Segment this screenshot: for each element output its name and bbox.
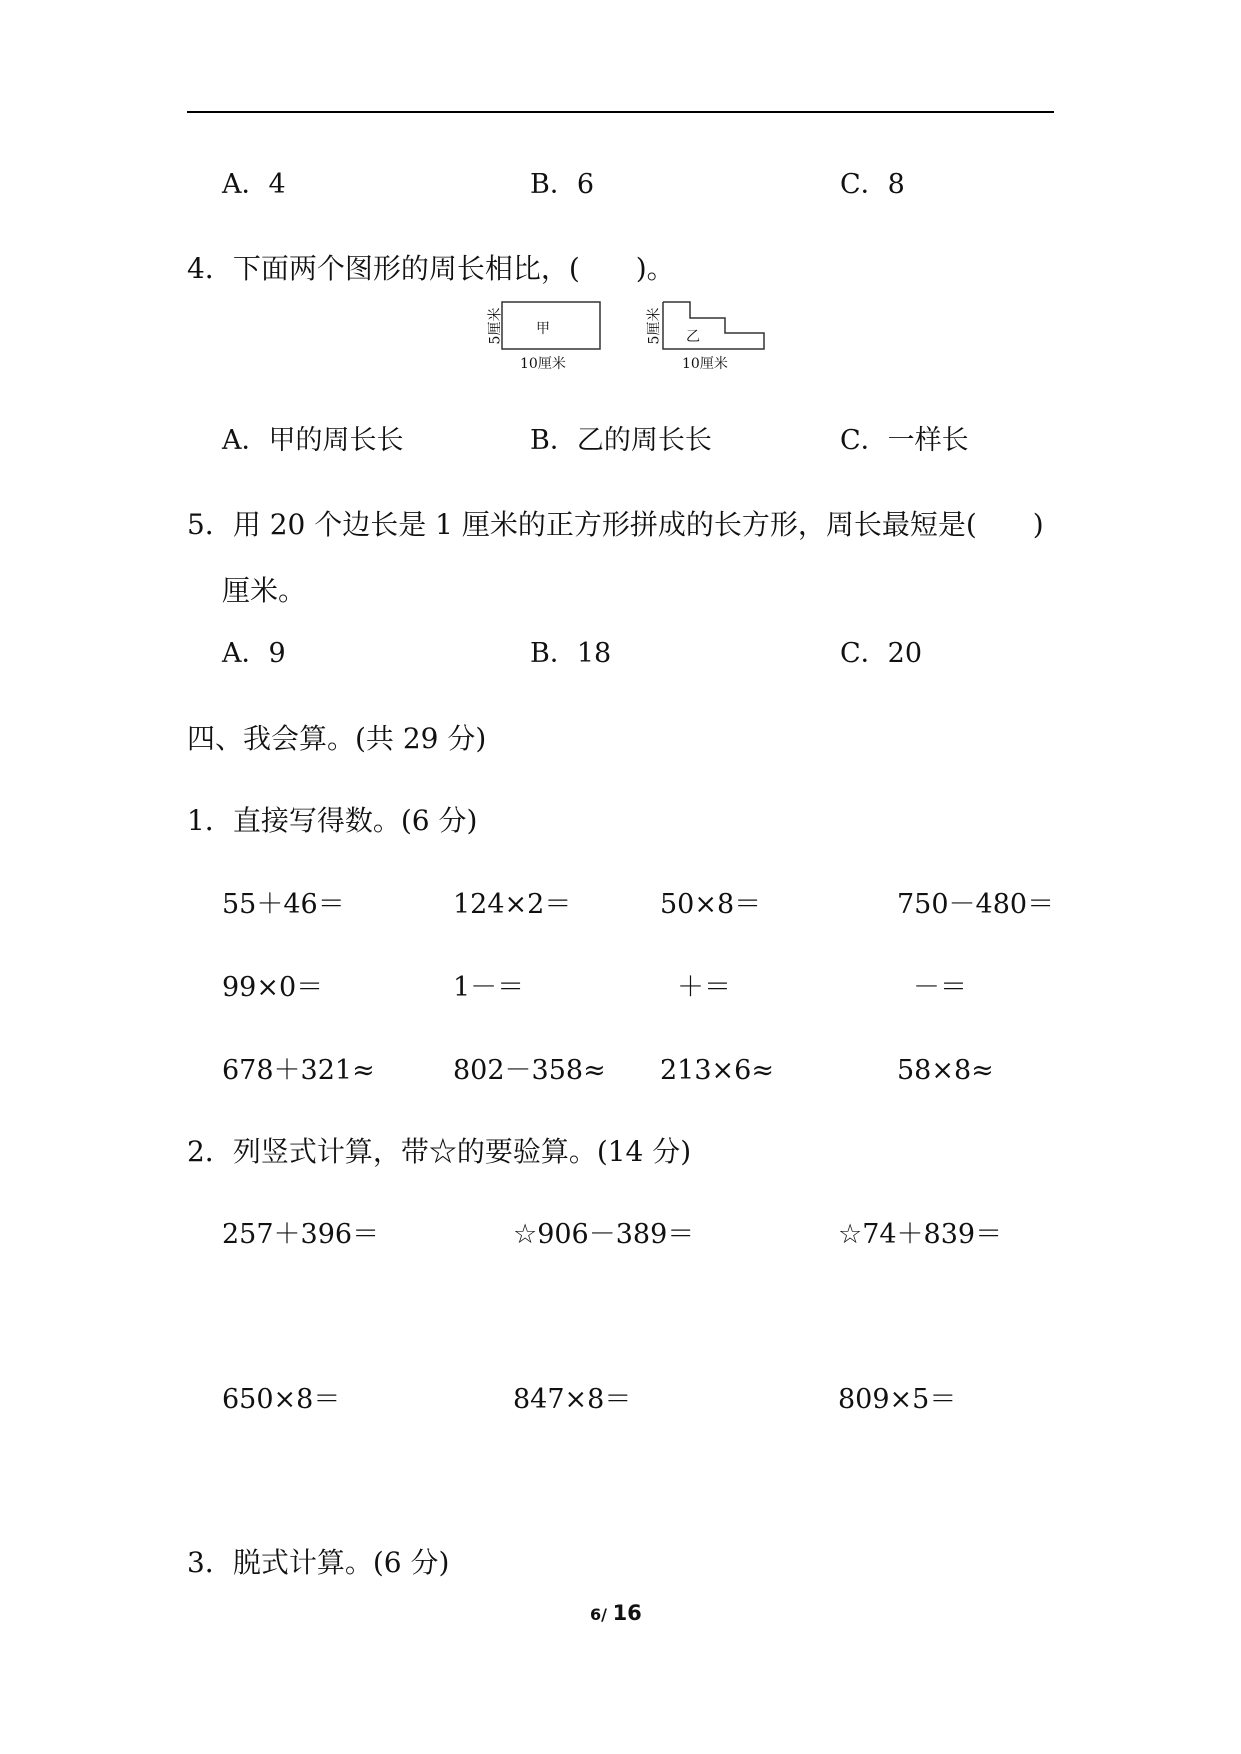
section4-part1-title: 1．直接写得数。(6 分) <box>187 804 478 837</box>
q3-option-a: A．4 <box>222 169 286 200</box>
yi-height-label: 5厘米 <box>646 307 663 345</box>
page-current: 6/ <box>590 1605 607 1624</box>
section4-title: 四、我会算。(共 29 分) <box>187 722 487 755</box>
vertical-calc-item: 650×8＝ <box>222 1384 341 1415</box>
jia-width-label: 10厘米 <box>520 356 566 372</box>
q4-option-b: B．乙的周长长 <box>530 425 712 456</box>
mental-calc-item: 678＋321≈ <box>222 1055 375 1086</box>
jia-height-label: 5厘米 <box>487 307 504 345</box>
q3-option-c: C．8 <box>840 169 905 200</box>
section4-part2-title: 2．列竖式计算，带☆的要验算。(14 分) <box>187 1135 692 1168</box>
vertical-calc-item: 809×5＝ <box>838 1384 957 1415</box>
mental-calc-item: 213×6≈ <box>660 1055 774 1086</box>
q5-option-b: B．18 <box>530 638 612 669</box>
q3-option-b: B．6 <box>530 169 595 200</box>
q5-stem-line1: 5．用 20 个边长是 1 厘米的正方形拼成的长方形，周长最短是( ) <box>187 508 1044 541</box>
jia-rectangle <box>502 302 600 349</box>
mental-calc-item: ＋＝ <box>677 972 731 1003</box>
vertical-calc-item: ☆906－389＝ <box>513 1219 695 1250</box>
mental-calc-item: 55＋46＝ <box>222 889 345 920</box>
q5-option-c: C．20 <box>840 638 923 669</box>
vertical-calc-item: 257＋396＝ <box>222 1219 380 1250</box>
vertical-calc-item: 847×8＝ <box>513 1384 632 1415</box>
mental-calc-item: 58×8≈ <box>897 1055 994 1086</box>
q4-option-c: C．一样长 <box>840 425 969 456</box>
yi-staircase-shape <box>663 302 764 349</box>
page-number <box>590 1601 642 1625</box>
mental-calc-item: 802－358≈ <box>453 1055 606 1086</box>
q5-option-a: A．9 <box>222 638 286 669</box>
jia-label: 甲 <box>536 321 550 337</box>
yi-label: 乙 <box>686 329 700 345</box>
section4-part3-title: 3．脱式计算。(6 分) <box>187 1546 450 1579</box>
yi-width-label: 10厘米 <box>682 356 728 372</box>
mental-calc-item: 750－480＝ <box>897 889 1055 920</box>
mental-calc-item: 99×0＝ <box>222 972 324 1003</box>
mental-calc-item: 50×8＝ <box>660 889 762 920</box>
vertical-calc-item: ☆74＋839＝ <box>838 1219 1003 1250</box>
mental-calc-item: 124×2＝ <box>453 889 572 920</box>
q4-stem: 4．下面两个图形的周长相比，( )。 <box>187 252 675 285</box>
page-total: 16 <box>612 1601 642 1625</box>
q5-stem-line2: 厘米。 <box>222 574 307 607</box>
mental-calc-item: 1－＝ <box>453 972 525 1003</box>
q4-option-a: A．甲的周长长 <box>222 425 404 456</box>
mental-calc-item: －＝ <box>913 972 967 1003</box>
